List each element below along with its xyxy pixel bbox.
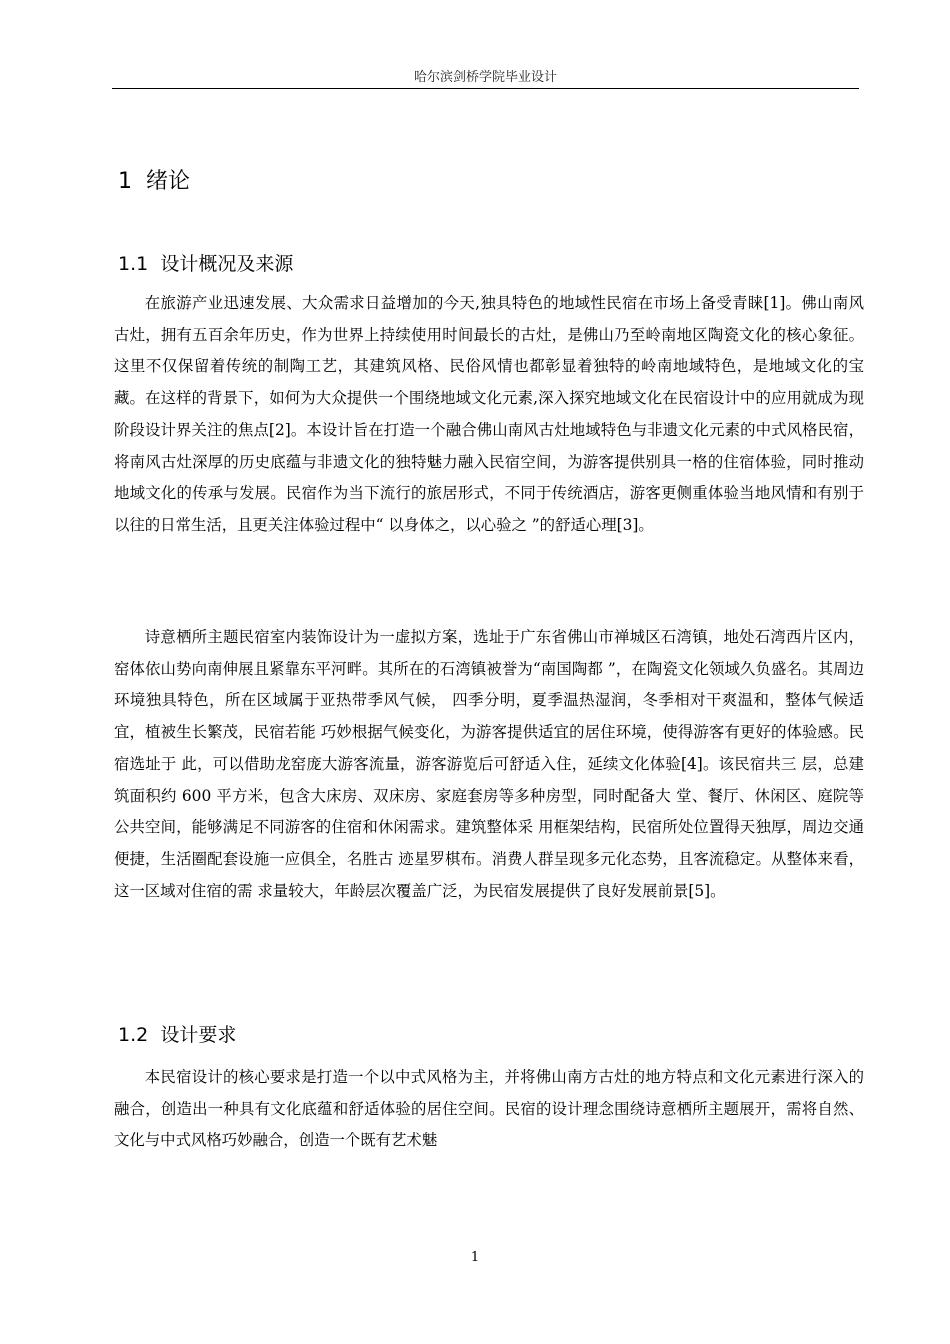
section-title: 设计要求: [160, 1024, 237, 1046]
paragraph: 本民宿设计的核心要求是打造一个以中式风格为主，并将佛山南方古灶的地方特点和文化元素进行深入的融合，创造出一种具有文化底蕴和舒适体验的居住空间。民宿的设计理念围绕诗意栖所主题展开，需将自然、文化与中式风格巧妙融合，创造一个既有艺术魅: [114, 1068, 864, 1150]
section-title: 设计概况及来源: [160, 253, 294, 275]
section-heading: [118, 1020, 236, 1047]
chapter-heading: [118, 164, 190, 195]
chapter-number: 1: [118, 169, 132, 194]
chapter-title: 绪论: [146, 169, 191, 194]
paragraph: 诗意栖所主题民宿室内装饰设计为一虚拟方案，选址于广东省佛山市禅城区石湾镇，地处石湾西片区内，窑体依山势向南伸展且紧靠东平河畔。其所在的石湾镇被誉为“南国陶都 ”，在陶瓷文化领域久负盛名。其周边环境独具特色，所在区域属于亚热带季风气候， 四季分明，夏季温热湿润，冬季相对干爽温和，整体气候适宜，植被生长繁茂，民宿若能 巧妙根据气候变化，为游客提供适宜的居住环境，使得游客有更好的体验感。民宿选址于 此，可以借助龙窑庞大游客流量，游客游览后可舒适入住，延续文化体验[4]。该民宿共三 层，总建筑面积约 600 平方米，包含大床房、双床房、家庭套房等多种房型，同时配备大 堂、餐厅、休闲区、庭院等公共空间，能够满足不同游客的住宿和休闲需求。建筑整体采 用框架结构，民宿所处位置得天独厚，周边交通便捷，生活圈配套设施一应俱全，名胜古 迹星罗棋布。消费人群呈现多元化态势，且客流稳定。从整体来看，这一区域对住宿的需 求量较大，年龄层次覆盖广泛，为民宿发展提供了良好发展前景[5]。: [114, 628, 864, 900]
page-header: 哈尔滨剑桥学院毕业设计: [413, 70, 557, 85]
page-number: 1: [470, 1250, 480, 1265]
paragraph: 在旅游产业迅速发展、大众需求日益增加的今天,独具特色的地域性民宿在市场上备受青睐[1]。佛山南风古灶，拥有五百余年历史，作为世界上持续使用时间最长的古灶，是佛山乃至岭南地区陶瓷文化的核心象征。这里不仅保留着传统的制陶工艺，其建筑风格、民俗风情也都彰显着独特的岭南地域特色，是地域文化的宝藏。在这样的背景下，如何为大众提供一个围绕地域文化元素,深入探究地域文化在民宿设计中的应用就成为现阶段设计界关注的焦点[2]。本设计旨在打造一个融合佛山南风古灶地域特色与非遗文化元素的中式风格民宿，将南风古灶深厚的历史底蕴与非遗文化的独特魅力融入民宿空间，为游客提供别具一格的住宿体验，同时推动地域文化的传承与发展。民宿作为当下流行的旅居形式，不同于传统酒店，游客更侧重体验当地风情和有别于以往的日常生活，且更关注体验过程中“ 以身体之，以心验之 ”的舒适心理[3]。: [114, 294, 864, 534]
header-rule: [112, 88, 859, 89]
section-number: 1.1: [118, 253, 149, 275]
section-number: 1.2: [118, 1024, 149, 1046]
section-heading: [118, 249, 293, 276]
